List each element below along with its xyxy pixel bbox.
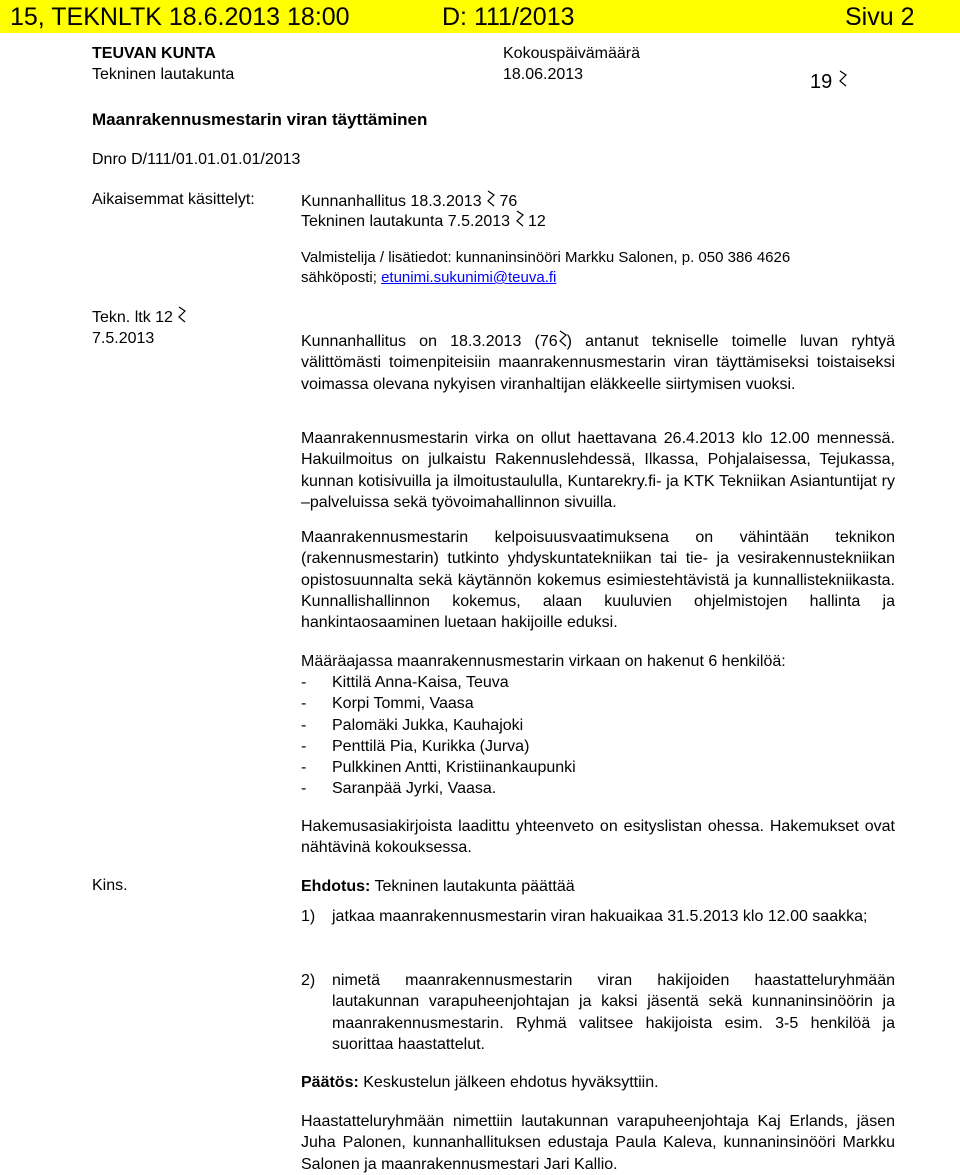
list-item (301, 693, 576, 714)
paragraph-summary: Hakemusasiakirjoista laadittu yhteenveto on esityslistan ohessa. Hakemukset ovat nähtävinä kokouksessa. (301, 818, 895, 857)
decision (301, 1072, 895, 1093)
list-item (301, 757, 576, 778)
matter-title: Maanrakennusmestarin viran täyttäminen (92, 110, 428, 129)
email-label: sähköposti; (301, 269, 377, 286)
section-mark-icon (486, 190, 495, 210)
proposal (301, 876, 895, 897)
paragraph-authorization-rest: ) antanut tekniselle toimelle luvan ryhtyä välittömästi toimenpiteisiin maanrakennusmestarin viran täyttämiseksi toistaiseksi voimassa olevana nykyisen viranhaltijan eläkkeelle siirtymisen vuoksi. (301, 333, 895, 393)
tekn-label-text: Tekn. ltk 12 (92, 309, 173, 326)
board-name: Tekninen lautakunta (92, 66, 235, 83)
record-banner (0, 0, 960, 33)
previous-handling-2-section: 12 (527, 213, 546, 230)
proposal-label: Ehdotus: (301, 878, 371, 895)
previous-handling-1 (301, 190, 517, 212)
applicant-name: Penttilä Pia, Kurikka (Jurva) (332, 737, 530, 755)
item-text: nimetä maanrakennusmestarin viran hakijoiden haastatteluryhmään lautakunnan varapuheenjohtajan ja kaksi jäsentä sekä kunnaninsinöörin ja maanrakennusmestarin. Ryhmä valitsee hakijoista esim. 3-5 henkilöä ja suorittaa haastattelut. (332, 972, 895, 1053)
previous-handling-1-section: 76 (499, 193, 518, 210)
record-id: 15, TEKNLTK 18.6.2013 18:00 (10, 3, 350, 31)
paragraph-interview-group: Haastatteluryhmään nimettiin lautakunnan varapuheenjohtaja Kaj Erlands, jäsen Juha Palonen, kunnanhallituksen edustaja Paula Kaleva, kunnaninsinööri Markku Salonen ja maanrakennusmestari Jari Kallio. (301, 1113, 895, 1173)
section-mark-icon (558, 330, 567, 350)
previous-handling-label: Aikaisemmat käsittelyt: (92, 191, 255, 208)
meeting-date: 18.06.2013 (503, 66, 584, 83)
meeting-date-label: Kokouspäivämäärä (503, 45, 640, 62)
previous-handling-2-text: Tekninen lautakunta 7.5.2013 (301, 213, 511, 230)
list-dash: - (301, 780, 307, 798)
decision-label: Päätös: (301, 1074, 359, 1091)
applicant-name: Palomäki Jukka, Kauhajoki (332, 716, 524, 734)
section-number-value: 19 (810, 71, 833, 93)
applicants-list (301, 672, 576, 800)
paragraph-requirements: Maanrakennusmestarin kelpoisuusvaatimuksena on vähintään teknikon (rakennusmestarin) tutkinto yhdyskuntatekniikan tai tie- ja vesirakennustekniikan opistosuunnalta sekä käytännön kokemus esimiestehtävistä ja kunnallistekniikasta. Kunnallishallinnon kokemus, alaan kuuluvien ohjelmistojen hallinta ja hankintaosaaminen luetaan hakijoille eduksi. (301, 529, 895, 632)
item-text: jatkaa maanrakennusmestarin viran hakuaikaa 31.5.2013 klo 12.00 saakka; (332, 908, 868, 925)
list-dash: - (301, 695, 307, 713)
list-item (301, 736, 576, 757)
proposal-item-1 (301, 906, 895, 927)
paragraph-applicants-intro: Määräajassa maanrakennusmestarin virkaan on hakenut 6 henkilöä: (301, 653, 786, 670)
section-number (810, 70, 847, 94)
proposal-text: Tekninen lautakunta päättää (374, 878, 575, 895)
list-dash: - (301, 737, 307, 755)
paragraph-announcement: Maanrakennusmestarin virka on ollut haettavana 26.4.2013 klo 12.00 mennessä. Hakuilmoitus on julkaistu Rakennuslehdessä, Ilkassa, Pohjalaisessa, Tejukassa, kunnan kotisivuilla ja ilmoitustaululla, Kuntarekry.fi- ja KTK Tekniikan Asiantuntijat ry –palveluissa sekä työvoimahallinnon sivuilla. (301, 430, 895, 511)
tekn-date: 7.5.2013 (92, 330, 155, 347)
section-mark-icon (515, 210, 524, 230)
list-dash: - (301, 759, 307, 777)
paragraph-authorization-start: Kunnanhallitus on 18.3.2013 (76 (301, 333, 558, 350)
applicant-name: Kittilä Anna-Kaisa, Teuva (332, 674, 509, 691)
previous-handling-1-text: Kunnanhallitus 18.3.2013 (301, 193, 482, 210)
proposal-item-2 (301, 970, 895, 1055)
preparer-info: Valmistelija / lisätiedot: kunnaninsinööri Markku Salonen, p. 050 386 4626 (301, 249, 791, 266)
list-dash: - (301, 674, 307, 691)
paragraph-authorization (301, 330, 895, 395)
previous-handling-2 (301, 210, 546, 232)
item-number: 2) (301, 972, 316, 989)
list-item (301, 778, 576, 799)
list-item (301, 715, 576, 736)
list-item (301, 672, 576, 693)
preparer-email (301, 268, 556, 288)
applicant-name: Pulkkinen Antti, Kristiinankaupunki (332, 759, 576, 777)
kins-label: Kins. (92, 877, 128, 894)
email-link[interactable]: etunimi.sukunimi@teuva.fi (381, 269, 557, 286)
decision-text: Keskustelun jälkeen ehdotus hyväksyttiin. (363, 1074, 659, 1091)
item-number: 1) (301, 908, 316, 925)
organization-name: TEUVAN KUNTA (92, 45, 216, 62)
dnro: Dnro D/111/01.01.01.01/2013 (92, 151, 301, 168)
applicant-name: Saranpää Jyrki, Vaasa. (332, 780, 497, 798)
tekn-label (92, 306, 186, 328)
list-dash: - (301, 716, 307, 734)
section-mark-icon (838, 70, 847, 90)
section-mark-icon (177, 306, 186, 326)
applicant-name: Korpi Tommi, Vaasa (332, 695, 474, 713)
page-number: Sivu 2 (845, 3, 915, 31)
diary-number: D: 111/2013 (442, 3, 575, 31)
